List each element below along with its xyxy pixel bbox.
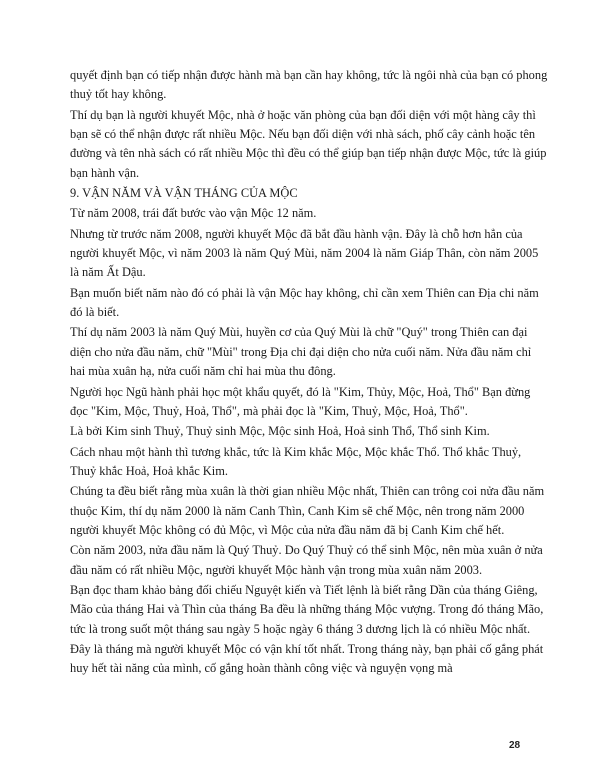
paragraph: Người học Ngũ hành phải học một khẩu quyết, đó là "Kim, Thủy, Mộc, Hoả, Thổ" Bạn đừng đọc "Kim, Mộc, Thuỷ, Hoả, Thổ", mà phải đọc là "Kim, Thuỷ, Mộc, Hoả, Thổ". — [70, 384, 531, 418]
paragraph: Đây là tháng mà người khuyết Mộc có vận khí tốt nhất. Trong tháng này, bạn phải cố gắng phát huy hết tài năng của mình, cố gắng hoàn thành công việc và nguyện vọng mà — [70, 641, 544, 676]
paragraph: Bạn muốn biết năm nào đó có phải là vận Mộc hay không, chỉ cần xem Thiên can Địa chi năm đó là biết. — [70, 285, 539, 320]
paragraph: Cách nhau một hành thì tương khắc, tức là Kim khắc Mộc, Mộc khắc Thổ. Thổ khắc Thuỷ, Thuỷ khắc Hoả, Hoả khắc Kim. — [70, 444, 522, 478]
paragraph: Là bởi Kim sinh Thuỷ, Thuỷ sinh Mộc, Mộc sinh Hoả, Hoả sinh Thổ, Thổ sinh Kim. — [70, 424, 490, 439]
section-heading: 9. VẬN NĂM VÀ VẬN THÁNG CỦA MỘC — [70, 186, 298, 201]
paragraph: Bạn đọc tham khảo bảng đối chiếu Nguyệt kiến và Tiết lệnh là biết rằng Dần của tháng Giêng, Mão của tháng Hai và Thìn của tháng Ba đều là những tháng Mộc vượng. Trong đó tháng Mão, tức là trong suốt một tháng sau ngày 5 hoặc ngày 6 tháng 3 dương lịch là có nhiều Mộc nhất. — [70, 582, 544, 636]
paragraph: Thí dụ năm 2003 là năm Quý Mùi, huyền cơ của Quý Mùi là chữ "Quý" trong Thiên can đại diện cho nửa đầu năm, chữ "Mùi" trong Địa chi đại diện cho nửa cuối năm. Nửa đầu năm chỉ hai mùa xuân hạ, nửa cuối năm chỉ hai mùa thu đông. — [70, 325, 532, 379]
page-body — [70, 66, 548, 680]
paragraph: Chúng ta đều biết rằng mùa xuân là thời gian nhiều Mộc nhất, Thiên can trông coi nửa đầu năm thuộc Kim, thí dụ năm 2000 là năm Canh Thìn, Canh Kim sẽ chế Mộc, nên trong năm 2000 người khuyết Mộc không có đủ Mộc, vì Mộc của nửa đầu năm đã bị Canh Kim chế hết. — [70, 484, 545, 537]
paragraph: Còn năm 2003, nửa đầu năm là Quý Thuỷ. Do Quý Thuỷ có thể sinh Mộc, nên mùa xuân ở nửa đầu năm có rất nhiều Mộc, người khuyết Mộc hành vận trong mùa xuân năm 2003. — [70, 543, 543, 577]
paragraph: Từ năm 2008, trái đất bước vào vận Mộc 12 năm. — [70, 206, 317, 221]
paragraph: quyết định bạn có tiếp nhận được hành mà bạn cần hay không, tức là ngôi nhà của bạn có phong thuỷ tốt hay không. — [70, 68, 548, 102]
page-number: 28 — [509, 740, 521, 751]
paragraph: Nhưng từ trước năm 2008, người khuyết Mộc đã bắt đầu hành vận. Đây là chỗ hơn hẳn của người khuyết Mộc, vì năm 2003 là năm Quý Mùi, năm 2004 là năm Giáp Thân, còn năm 2005 là năm Ất Dậu. — [70, 226, 539, 280]
paragraph: Thí dụ bạn là người khuyết Mộc, nhà ở hoặc văn phòng của bạn đối diện với một hàng cây thì bạn sẽ có thể nhận được rất nhiều Mộc. Nếu bạn đối diện với nhà sách, phố cây cảnh hoặc tên đường và tên nhà sách có rất nhiều Mộc thì đều có thể giúp bạn tiếp nhận được Mộc, tức là giúp bạn hành vận. — [70, 107, 547, 180]
